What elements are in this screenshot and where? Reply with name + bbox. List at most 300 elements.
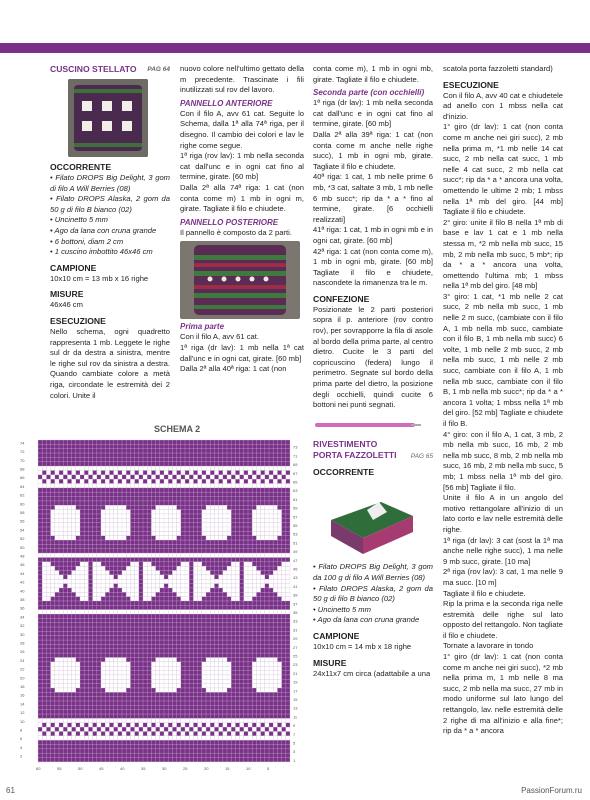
- chart-cell: [130, 553, 134, 557]
- row-label: 23: [293, 662, 298, 668]
- chart-cell: [97, 610, 101, 614]
- chart-cell: [51, 553, 55, 557]
- chart-cell: [114, 518, 118, 522]
- chart-cell: [235, 610, 239, 614]
- chart-cell: [244, 718, 248, 722]
- chart-cell: [76, 527, 80, 531]
- paragraph: Dalla 2ª alla 39ª riga: 1 cat (non conta come m anche nelle righe succ), 1 mb in ogni mb, girate. Tagliate il filo e chiudete.: [313, 129, 433, 171]
- chart-cell: [277, 662, 281, 666]
- chart-cell: [210, 658, 214, 662]
- chart-cell: [67, 736, 71, 740]
- chart-cell: [156, 688, 160, 692]
- chart-cell: [42, 562, 46, 566]
- chart-cell: [286, 727, 290, 731]
- chart-cell: [172, 553, 176, 557]
- chart-cell: [252, 484, 256, 488]
- chart-cell: [135, 736, 139, 740]
- chart-cell: [51, 523, 55, 527]
- chart-cell: [277, 736, 281, 740]
- chart-cell: [269, 736, 273, 740]
- chart-cell: [114, 736, 118, 740]
- chart-cell: [97, 575, 101, 579]
- chart-cell: [277, 671, 281, 675]
- row-label: 59: [293, 505, 298, 511]
- chart-cell: [38, 610, 42, 614]
- misure-heading: MISURE: [50, 289, 84, 300]
- chart-cell: [185, 571, 189, 575]
- chart-cell: [244, 466, 248, 470]
- chart-cell: [122, 553, 126, 557]
- chart-cell: [51, 736, 55, 740]
- row-label: 60: [20, 501, 25, 507]
- chart-cell: [160, 679, 164, 683]
- chart-cell: [231, 553, 235, 557]
- chart-cell: [181, 584, 185, 588]
- chart-cell: [67, 527, 71, 531]
- chart-cell: [168, 671, 172, 675]
- chart-cell: [59, 536, 63, 540]
- chart-cell: [46, 470, 50, 474]
- chart-cell: [231, 718, 235, 722]
- chart-cell: [227, 566, 231, 570]
- chart-cell: [168, 553, 172, 557]
- paragraph: 4° giro: con il filo A, 1 cat, 3 mb, 2 mb nella mb succ, 16 mb, 2 mb nella mb succ, 8 mb, 2 mb nella mb succ, 16 mb, 2 mb nella mb succ, 5 mb; 1 mbss nella 1ª mb del giro. [56 mb] Tagliate il filo.: [443, 429, 563, 492]
- chart-cell: [172, 666, 176, 670]
- chart-cell: [172, 688, 176, 692]
- chart-cell: [214, 679, 218, 683]
- chart-cell: [46, 718, 50, 722]
- chart-cell: [189, 718, 193, 722]
- chart-cell: [67, 718, 71, 722]
- chart-cell: [63, 662, 67, 666]
- chart-cell: [164, 514, 168, 518]
- paragraph: Tornate a lavorare in tondo: [443, 641, 534, 651]
- chart-cell: [256, 662, 260, 666]
- chart-cell: [143, 566, 147, 570]
- chart-cell: [76, 684, 80, 688]
- chart-cell: [256, 584, 260, 588]
- chart-cell: [84, 475, 88, 479]
- chart-cell: [101, 466, 105, 470]
- chart-cell: [177, 675, 181, 679]
- chart-cell: [235, 718, 239, 722]
- row-label: 48: [20, 553, 25, 559]
- chart-cell: [231, 588, 235, 592]
- chart-cell: [130, 610, 134, 614]
- chart-cell: [114, 479, 118, 483]
- chart-cell: [55, 571, 59, 575]
- chart-cell: [156, 531, 160, 535]
- chart-cell: [97, 479, 101, 483]
- chart-cell: [118, 575, 122, 579]
- chart-cell: [122, 662, 126, 666]
- chart-cell: [72, 731, 76, 735]
- chart-cell: [172, 679, 176, 683]
- chart-cell: [214, 579, 218, 583]
- paragraph: Posizionate le 2 parti posteriori sopra il p. anteriore (rov contro rov), per sovrapporre la fila di asole al bordo della prima parte, al centro dietro. Cucite le 3 parti del copricuscino (federa) lungo il perimetro. Segnate sul bordo della prima parte del dietro, la posizione degli occhielli, quindi cucite 6 bottoni nei punti segnati.: [313, 304, 433, 410]
- chart-cell: [164, 579, 168, 583]
- chart-cell: [76, 718, 80, 722]
- list-item: • 1 cuscino imbottito 46x46 cm: [50, 247, 170, 258]
- chart-cell: [273, 666, 277, 670]
- chart-cell: [244, 475, 248, 479]
- chart-cell: [55, 466, 59, 470]
- chart-cell: [256, 484, 260, 488]
- chart-cell: [122, 718, 126, 722]
- chart-cell: [269, 505, 273, 509]
- misure-text: 46x46 cm: [50, 300, 83, 310]
- row-label: 51: [293, 540, 298, 546]
- chart-cell: [214, 536, 218, 540]
- chart-cell: [59, 718, 63, 722]
- chart-cell: [118, 536, 122, 540]
- list-item: • Filato DROPS Alaska, 2 gom da 50 g di filo B bianco (02): [313, 584, 433, 605]
- chart-cell: [139, 731, 143, 735]
- chart-cell: [252, 736, 256, 740]
- chart-cell: [202, 527, 206, 531]
- chart-cell: [185, 562, 189, 566]
- row-label: 18: [20, 683, 25, 689]
- chart-cell: [147, 562, 151, 566]
- chart-cell: [168, 514, 172, 518]
- chart-cell: [206, 610, 210, 614]
- chart-cell: [219, 736, 223, 740]
- chart-cell: [139, 484, 143, 488]
- chart-cell: [202, 727, 206, 731]
- chart-cell: [265, 505, 269, 509]
- chart-cell: [214, 671, 218, 675]
- chart-cell: [105, 479, 109, 483]
- chart-cell: [80, 562, 84, 566]
- chart-cell: [109, 553, 113, 557]
- chart-cell: [76, 675, 80, 679]
- column-label: 45: [99, 765, 104, 770]
- chart-cell: [206, 584, 210, 588]
- chart-cell: [198, 736, 202, 740]
- column-3: [313, 64, 433, 679]
- chart-cell: [42, 610, 46, 614]
- chart-cell: [227, 610, 231, 614]
- chart-cell: [210, 736, 214, 740]
- chart-cell: [265, 610, 269, 614]
- chart-cell: [269, 484, 273, 488]
- chart-cell: [227, 523, 231, 527]
- chart-cell: [168, 675, 172, 679]
- chart-cell: [105, 675, 109, 679]
- chart-cell: [97, 579, 101, 583]
- chart-cell: [118, 523, 122, 527]
- chart-cell: [109, 727, 113, 731]
- chart-cell: [286, 475, 290, 479]
- chart-cell: [126, 679, 130, 683]
- chart-cell: [130, 479, 134, 483]
- chart-cell: [219, 579, 223, 583]
- chart-cell: [160, 666, 164, 670]
- chart-cell: [231, 562, 235, 566]
- chart-cell: [256, 523, 260, 527]
- chart-cell: [248, 718, 252, 722]
- chart-cell: [277, 475, 281, 479]
- chart-cell: [105, 575, 109, 579]
- chart-cell: [223, 679, 227, 683]
- chart-cell: [114, 514, 118, 518]
- chart-cell: [151, 575, 155, 579]
- chart-cell: [59, 575, 63, 579]
- chart-cell: [156, 610, 160, 614]
- chart-cell: [80, 718, 84, 722]
- chart-cell: [51, 584, 55, 588]
- chart-cell: [143, 588, 147, 592]
- paragraph: conta come m), 1 mb in ogni mb, girate. Tagliate il filo e chiudete.: [313, 64, 433, 84]
- chart-cell: [219, 575, 223, 579]
- chart-cell: [46, 575, 50, 579]
- chart-cell: [189, 723, 193, 727]
- chart-cell: [202, 584, 206, 588]
- chart-cell: [51, 718, 55, 722]
- row-label: 67: [293, 470, 298, 476]
- campione-text: 10x10 cm = 13 mb x 16 righe: [50, 273, 149, 283]
- chart-cell: [273, 484, 277, 488]
- chart-cell: [118, 718, 122, 722]
- chart-cell: [76, 571, 80, 575]
- chart-cell: [105, 679, 109, 683]
- chart-cell: [76, 727, 80, 731]
- chart-cell: [126, 523, 130, 527]
- chart-cell: [156, 679, 160, 683]
- chart-cell: [177, 679, 181, 683]
- chart-cell: [248, 588, 252, 592]
- chart-cell: [122, 579, 126, 583]
- chart-cell: [193, 579, 197, 583]
- chart-cell: [151, 662, 155, 666]
- chart-cell: [160, 675, 164, 679]
- chart-cell: [189, 553, 193, 557]
- chart-cell: [193, 575, 197, 579]
- chart-cell: [261, 679, 265, 683]
- chart-cell: [88, 731, 92, 735]
- chart-cell: [256, 679, 260, 683]
- chart-cell: [51, 575, 55, 579]
- chart-cell: [160, 658, 164, 662]
- chart-cell: [168, 518, 172, 522]
- chart-cell: [210, 579, 214, 583]
- chart-cell: [164, 510, 168, 514]
- chart-cell: [168, 527, 172, 531]
- chart-cell: [160, 584, 164, 588]
- chart-cell: [210, 684, 214, 688]
- row-label: 72: [20, 449, 25, 455]
- chart-cell: [252, 518, 256, 522]
- chart-cell: [42, 736, 46, 740]
- chart-cell: [172, 658, 176, 662]
- chart-cell: [63, 675, 67, 679]
- chart-cell: [256, 684, 260, 688]
- chart-cell: [46, 466, 50, 470]
- chart-cell: [168, 679, 172, 683]
- materials-list: [50, 173, 170, 258]
- page-ref: PAG 64: [147, 66, 170, 73]
- chart-cell: [269, 727, 273, 731]
- chart-cell: [55, 579, 59, 583]
- chart-cell: [38, 718, 42, 722]
- chart-cell: [59, 553, 63, 557]
- chart-cell: [177, 510, 181, 514]
- paragraph: Rip la prima e la seconda riga nelle estremità delle righe sul lato opposto del rettangolo. Non tagliate il filo e chiudete.: [443, 599, 563, 640]
- chart-cell: [181, 571, 185, 575]
- chart-cell: [282, 466, 286, 470]
- chart-cell: [105, 588, 109, 592]
- chart-cell: [109, 514, 113, 518]
- chart-cell: [160, 505, 164, 509]
- chart-cell: [198, 723, 202, 727]
- chart-cell: [55, 553, 59, 557]
- chart-cell: [105, 536, 109, 540]
- list-item: • Ago da lana con cruna grande: [313, 615, 433, 626]
- chart-cell: [105, 718, 109, 722]
- chart-cell: [206, 553, 210, 557]
- chart-cell: [101, 679, 105, 683]
- chart-cell: [240, 484, 244, 488]
- chart-cell: [240, 479, 244, 483]
- chart-cell: [101, 575, 105, 579]
- chart-cell: [219, 527, 223, 531]
- chart-cell: [42, 592, 46, 596]
- chart-cell: [261, 536, 265, 540]
- chart-cell: [46, 479, 50, 483]
- chart-cell: [51, 679, 55, 683]
- chart-cell: [135, 597, 139, 601]
- chart-cell: [76, 592, 80, 596]
- chart-cell: [93, 584, 97, 588]
- chart-cell: [46, 484, 50, 488]
- row-label: 4: [20, 744, 23, 750]
- chart-cell: [206, 575, 210, 579]
- chart-cell: [269, 679, 273, 683]
- chart-cell: [198, 597, 202, 601]
- chart-cell: [101, 553, 105, 557]
- chart-cell: [55, 658, 59, 662]
- chart-cell: [84, 610, 88, 614]
- chart-cell: [164, 684, 168, 688]
- chart-cell: [172, 523, 176, 527]
- chart-cell: [214, 610, 218, 614]
- chart-cell: [109, 610, 113, 614]
- chart-cell: [172, 723, 176, 727]
- chart-cell: [67, 658, 71, 662]
- chart-cell: [177, 475, 181, 479]
- chart-cell: [76, 484, 80, 488]
- chart-cell: [63, 579, 67, 583]
- chart-cell: [109, 584, 113, 588]
- chart-cell: [105, 531, 109, 535]
- chart-cell: [185, 553, 189, 557]
- chart-cell: [227, 592, 231, 596]
- chart-cell: [282, 736, 286, 740]
- chart-cell: [109, 718, 113, 722]
- chart-cell: [76, 514, 80, 518]
- chart-cell: [156, 588, 160, 592]
- chart-cell: [252, 514, 256, 518]
- chart-cell: [219, 658, 223, 662]
- chart-cell: [59, 666, 63, 670]
- chart-cell: [214, 718, 218, 722]
- chart-cell: [46, 562, 50, 566]
- chart-cell: [206, 527, 210, 531]
- chart-cell: [59, 727, 63, 731]
- chart-cell: [235, 566, 239, 570]
- chart-cell: [72, 610, 76, 614]
- chart-cell: [206, 510, 210, 514]
- confezione-heading: CONFEZIONE: [313, 293, 370, 304]
- chart-cell: [147, 731, 151, 735]
- occorrente-heading-2: OCCORRENTE: [313, 467, 375, 478]
- chart-cell: [55, 671, 59, 675]
- chart-cell: [126, 610, 130, 614]
- chart-cell: [42, 584, 46, 588]
- chart-cell: [261, 575, 265, 579]
- paragraph: 1ª riga (dr lav): 3 cat (sost la 1ª ma anche nelle righe succ), 1 ma nelle 9 mb succ, girate. [10 ma]: [443, 535, 563, 566]
- chart-cell: [105, 466, 109, 470]
- chart-cell: [135, 592, 139, 596]
- row-label: 24: [20, 657, 25, 663]
- chart-cell: [130, 571, 134, 575]
- chart-cell: [282, 575, 286, 579]
- chart-cell: [164, 470, 168, 474]
- chart-cell: [273, 575, 277, 579]
- row-label: 36: [20, 605, 25, 611]
- chart-cell: [202, 718, 206, 722]
- chart-cell: [84, 571, 88, 575]
- chart-cell: [214, 658, 218, 662]
- chart-cell: [172, 671, 176, 675]
- chart-cell: [269, 514, 273, 518]
- chart-cell: [252, 727, 256, 731]
- chart-cell: [151, 466, 155, 470]
- chart-cell: [248, 592, 252, 596]
- chart-cell: [76, 523, 80, 527]
- chart-cell: [122, 531, 126, 535]
- chart-cell: [118, 553, 122, 557]
- chart-cell: [97, 566, 101, 570]
- chart-cell: [130, 718, 134, 722]
- chart-cell: [59, 514, 63, 518]
- chart-cell: [72, 523, 76, 527]
- paragraph: 2° giro: unite il filo B nella 1ª mb di base e lav 1 cat e 1 mb nella stessa m, *2 mb nella mb succ, 15 mb, 2 mb nella mb succ, 5 mb*; rip da * a * ancora una volta, omettendo l'ultima mb; 1 mbss nella 1ª mb del giro. [48 mb]: [443, 217, 563, 291]
- chart-cell: [67, 684, 71, 688]
- list-item: • Filato DROPS Alaska, 2 gom da 50 g di filo B bianco (02): [50, 194, 170, 215]
- chart-cell: [177, 584, 181, 588]
- chart-cell: [93, 571, 97, 575]
- chart-cell: [126, 666, 130, 670]
- chart-cell: [265, 514, 269, 518]
- chart-cell: [219, 727, 223, 731]
- chart-cell: [244, 592, 248, 596]
- chart-cell: [248, 579, 252, 583]
- chart-cell: [84, 575, 88, 579]
- chart-cell: [202, 531, 206, 535]
- chart-cell: [59, 466, 63, 470]
- chart-cell: [269, 510, 273, 514]
- chart-cell: [63, 531, 67, 535]
- chart-cell: [67, 466, 71, 470]
- chart-cell: [202, 523, 206, 527]
- chart-cell: [269, 658, 273, 662]
- chart-cell: [46, 610, 50, 614]
- chart-cell: [143, 475, 147, 479]
- chart-cell: [42, 727, 46, 731]
- chart-cell: [227, 679, 231, 683]
- chart-cell: [231, 566, 235, 570]
